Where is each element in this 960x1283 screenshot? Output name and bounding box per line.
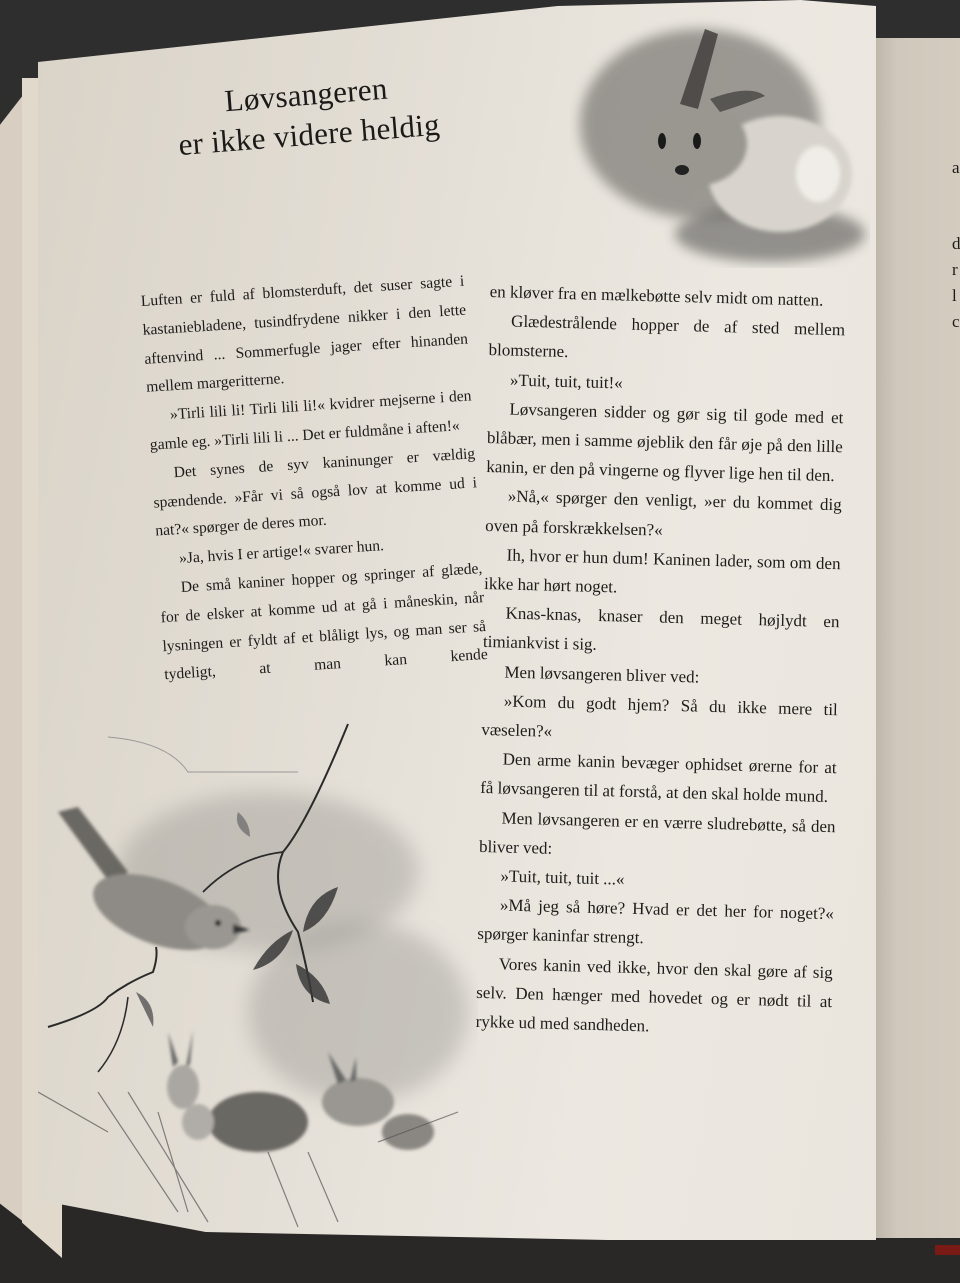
paragraph: Vores kanin ved ikke, hvor den skal gøre af sig selv. Den hænger med hovedet og er nødt til at rykke ud med sandheden. <box>475 954 833 1036</box>
paragraph: Glædestrålende hopper de af sted mellem blomsterne. <box>488 311 846 362</box>
paragraph: Knas-knas, knaser den meget højlydt en timiankvist i sig. <box>482 603 840 655</box>
paragraph: Den arme kanin bevæger ophidset ørerne for at få løvsangeren til at forstå, at den skal holde mund. <box>480 749 837 807</box>
warbler-and-rabbits-illustration <box>38 712 478 1232</box>
facing-page-fragment: d <box>952 234 960 253</box>
paragraph: De små kaniner hopper og springer af glæde, for de elsker at komme ud at gå i måneskin, når lysningen er fyldt af et blåligt lys, og man ser så tydeligt, at man kan kende <box>160 560 489 684</box>
paragraph: »Tuit, tuit, tuit ...« <box>500 866 625 889</box>
facing-page-fragment: a <box>952 158 960 177</box>
paragraph: »Nå,« spørger den venligt, »er du kommet dig oven på forskrækkelsen?« <box>485 486 842 540</box>
facing-page-fragment: l <box>952 286 957 305</box>
facing-page <box>868 38 960 1238</box>
facing-page-fragment: r <box>952 260 958 279</box>
branch <box>48 947 157 1027</box>
rabbit <box>182 1104 214 1140</box>
paragraph: »Må jeg så høre? Hvad er det her for noget?« spørger kaninfar strengt. <box>477 895 835 948</box>
paragraph: en kløver fra en mælkebøtte selv midt om natten. <box>489 281 824 310</box>
facing-page-fragment: c <box>952 312 960 331</box>
left-text-column <box>140 268 489 691</box>
paragraph: Luften er fuld af blomsterduft, det suser sagte i kastaniebladene, tusindfrydene nikker i den lette aftenvind ... Sommerfugle jager efter hinanden mellem margeritterne. <box>140 272 469 397</box>
leaf <box>136 992 153 1027</box>
rabbit-ear <box>168 1030 193 1067</box>
chapter-title-line: er ikke videre heldig <box>177 106 442 163</box>
book-cover-edge <box>935 1245 960 1255</box>
paragraph: Ih, hvor er hun dum! Kaninen lader, som om den ikke har hørt noget. <box>483 545 841 597</box>
rabbit <box>322 1078 394 1126</box>
rabbit-nose <box>675 165 689 175</box>
bird-eye <box>215 920 221 926</box>
paragraph: »Tirli lili li! Tirli lili li!« kvidrer mejserne i den gamle eg. »Tirli lili li ... Det er fuldmåne i aften!« <box>149 387 472 454</box>
chapter-title-line: Løvsangeren <box>223 70 389 119</box>
rabbit <box>382 1114 434 1150</box>
bird-head <box>185 905 241 949</box>
paragraph: »Ja, hvis I er artige!« svarer hun. <box>178 537 385 568</box>
rabbit <box>208 1092 308 1152</box>
paragraph: »Kom du godt hjem? Så du ikke mere til væselen?« <box>481 691 838 741</box>
paragraph: Men løvsangeren bliver ved: <box>504 662 700 687</box>
branch <box>98 997 128 1072</box>
rabbit-illustration <box>570 4 870 274</box>
right-text-column <box>475 277 845 1045</box>
paragraph: Løvsangeren sidder og gør sig til gode med et blåbær, men i samme øjeblik den får øje på den lille kanin, er den på vingerne og flyver lige hen til den. <box>486 399 844 486</box>
rabbit <box>167 1065 199 1109</box>
paragraph: »Tuit, tuit, tuit!« <box>509 370 623 393</box>
rabbit-eye <box>693 133 701 149</box>
paragraph: Det synes de syv kaninunger er vældig spændende. »Får vi så også lov at komme ud i nat?« spørger de deres mor. <box>152 445 478 540</box>
branch-sketch <box>108 737 298 772</box>
paragraph: Men løvsangeren er en værre sludrebøtte, så den bliver ved: <box>478 808 836 858</box>
rabbit-tail <box>796 146 840 202</box>
rabbit-eye <box>658 133 666 149</box>
